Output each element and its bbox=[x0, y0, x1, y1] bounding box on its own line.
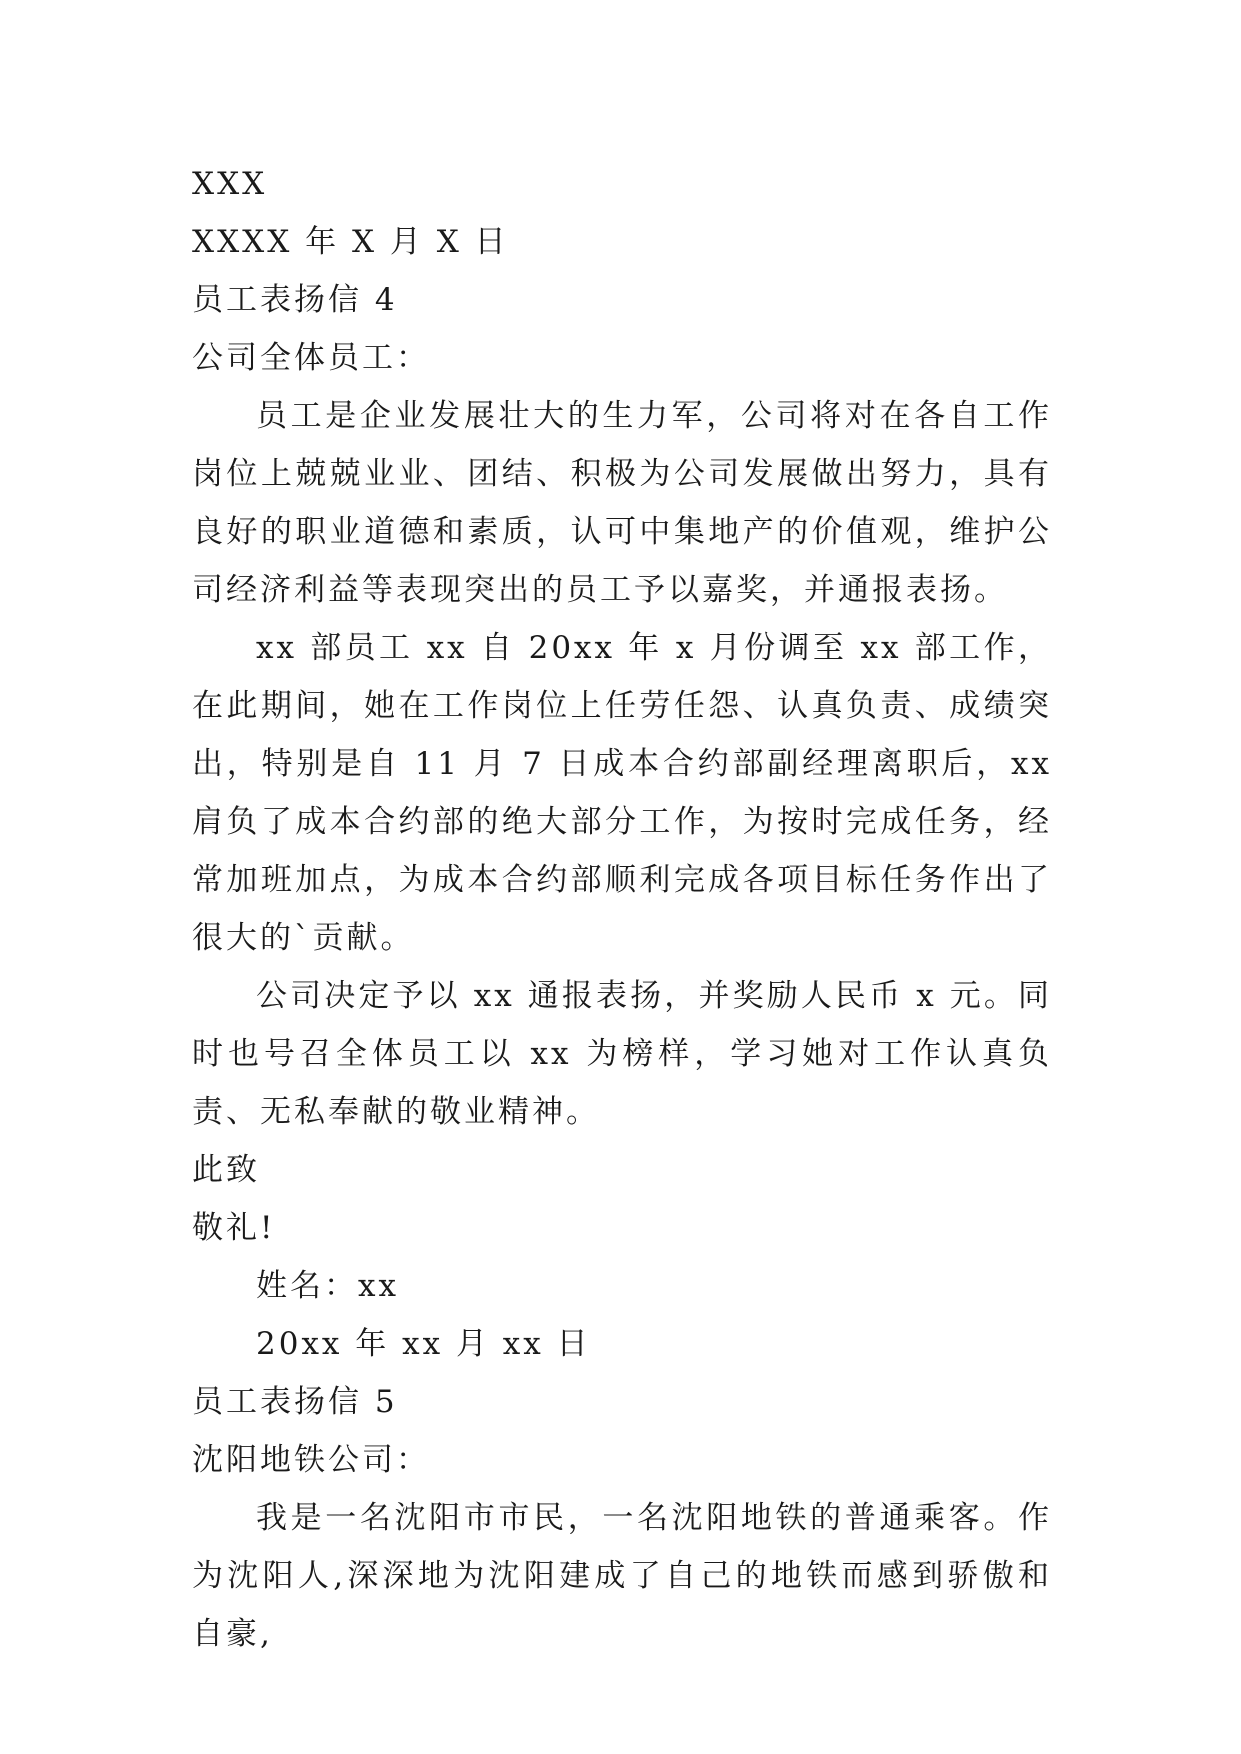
letter-4-title: 员工表扬信 4 bbox=[192, 282, 398, 318]
letter-4-closing-2: 敬礼! bbox=[192, 1210, 276, 1246]
letter-5-title: 员工表扬信 5 bbox=[192, 1384, 398, 1420]
letter-4-date-line: 20xx 年 xx 月 xx 日 bbox=[256, 1326, 591, 1362]
letter-4-paragraph-3: 公司决定予以 xx 通报表扬，并奖励人民币 x 元。同时也号召全体员工以 xx 为榜样，学习她对工作认真负责、无私奉献的敬业精神。 bbox=[192, 978, 1052, 1130]
letter-4-paragraph-1: 员工是企业发展壮大的生力军，公司将对在各自工作岗位上兢兢业业、团结、积极为公司发展做出努力，具有良好的职业道德和素质，认可中集地产的价值观，维护公司经济利益等表现突出的员工予以嘉奖，并通报表扬。 bbox=[192, 398, 1052, 608]
letter-5-salutation: 沈阳地铁公司： bbox=[192, 1442, 430, 1478]
letter-5-paragraph-1: 我是一名沈阳市市民，一名沈阳地铁的普通乘客。作为沈阳人,深深地为沈阳建成了自己的地铁而感到骄傲和自豪, bbox=[192, 1500, 1052, 1652]
letter-4-name-line: 姓名：xx bbox=[256, 1268, 399, 1304]
letter-4-closing-1: 此致 bbox=[192, 1152, 260, 1188]
signer-date: XXXX 年 X 月 X 日 bbox=[192, 224, 509, 260]
signer-name: XXX bbox=[192, 166, 268, 202]
letter-4-salutation: 公司全体员工： bbox=[192, 340, 430, 376]
document-body bbox=[192, 155, 1052, 1663]
letter-4-paragraph-2: xx 部员工 xx 自 20xx 年 x 月份调至 xx 部工作，在此期间，她在工作岗位上任劳任怨、认真负责、成绩突出，特别是自 11 月 7 日成本合约部副经理离职后，xx 肩负了成本合约部的绝大部分工作，为按时完成任务，经常加班加点，为成本合约部顺利完成各项目标任务作出了很大的`贡献。 bbox=[192, 630, 1052, 956]
